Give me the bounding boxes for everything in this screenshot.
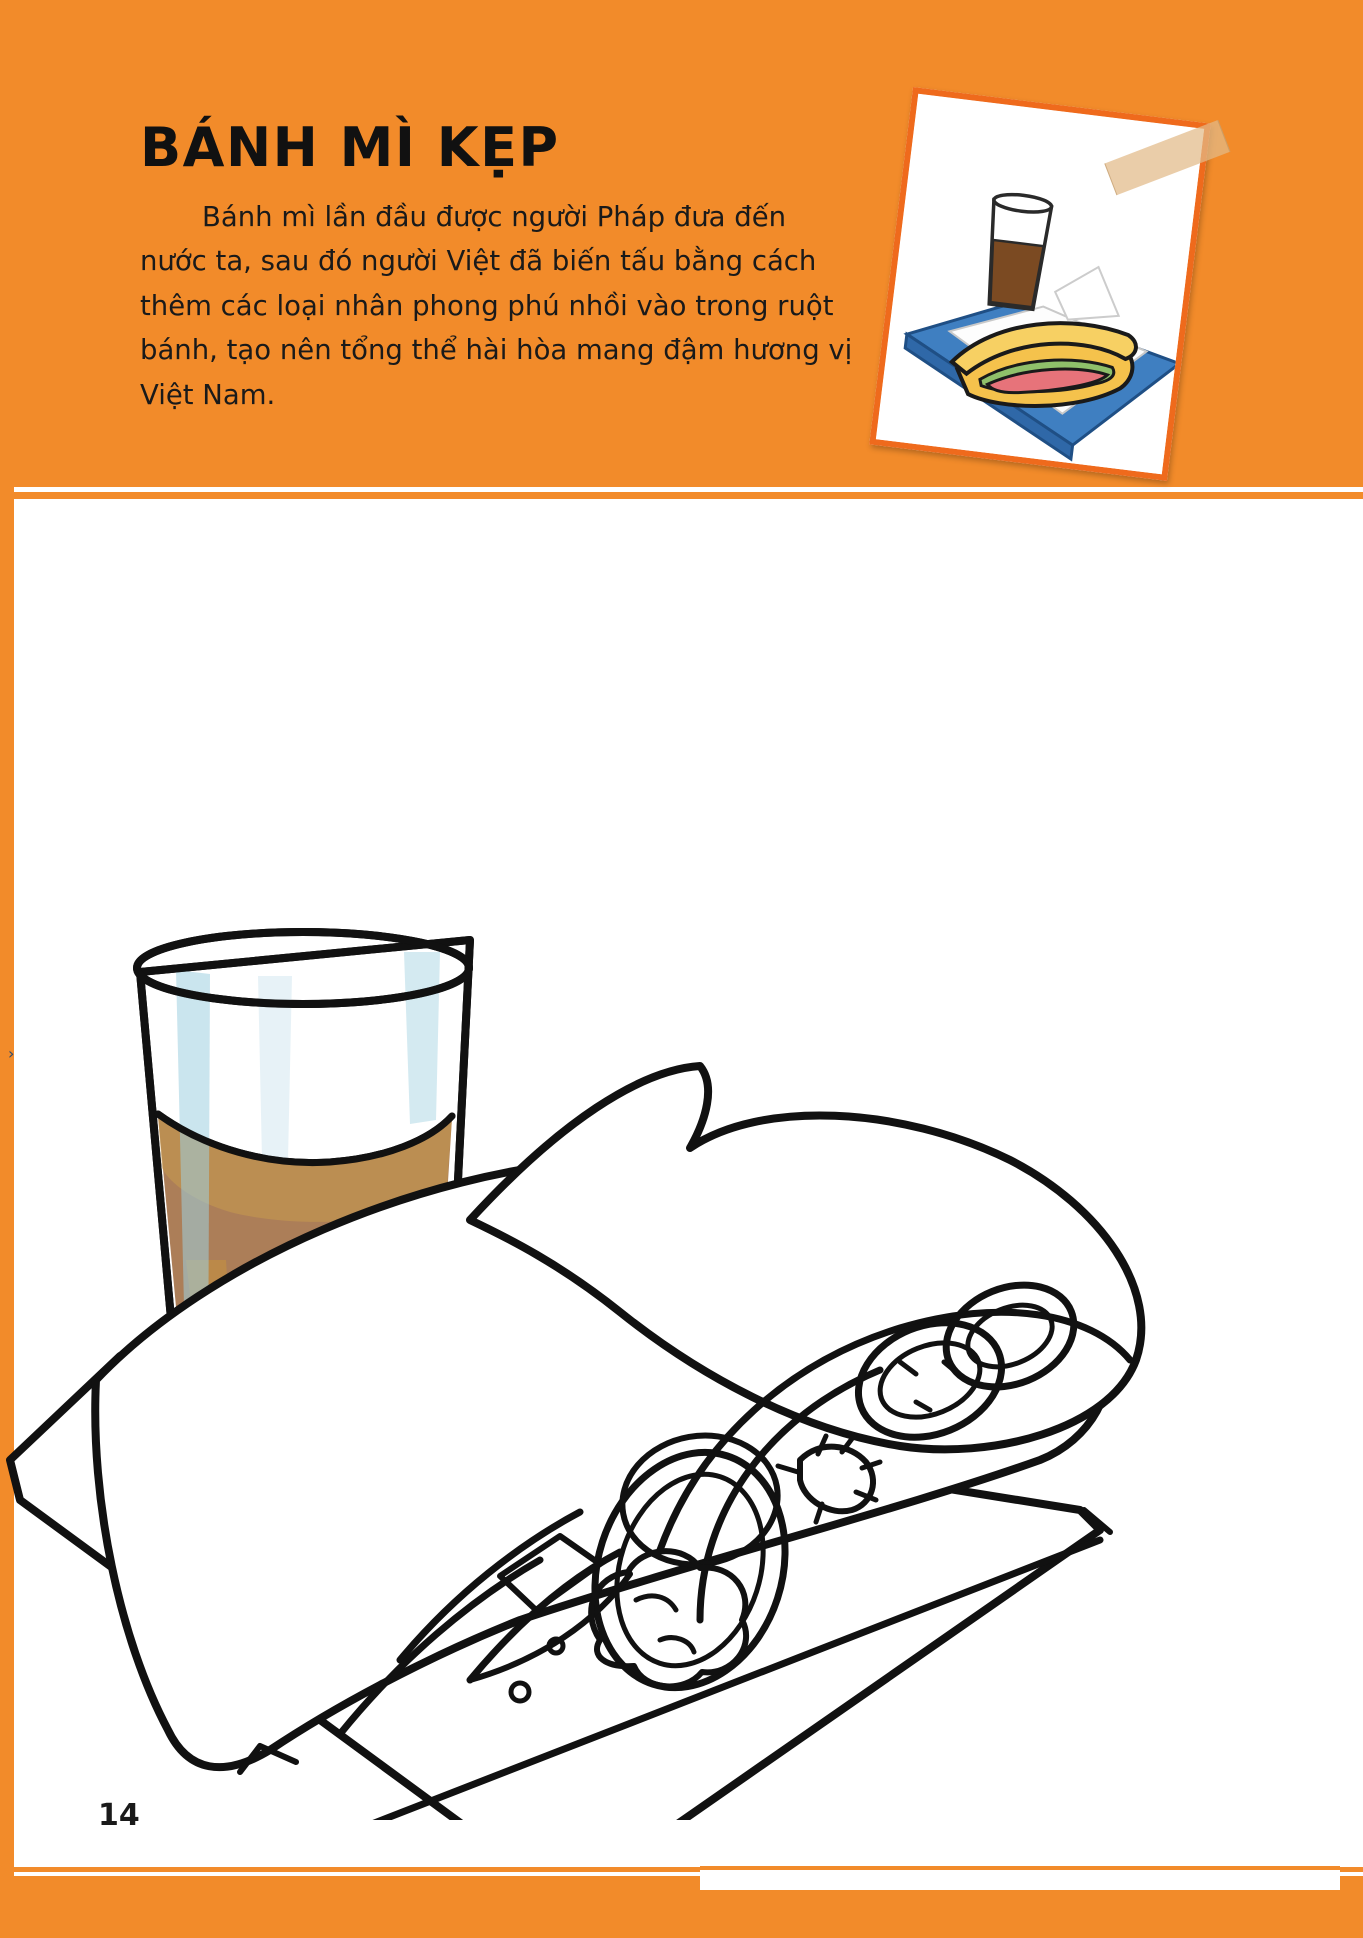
intro-paragraph: Bánh mì lần đầu được người Pháp đưa đến nước ta, sau đó người Việt đã biến tấu bằng cách thêm các loại nhân phong phú nhồi vào trong ruột bánh, tạo nên tổng thể hài hòa mang đậm hương vị Việt Nam. (140, 200, 853, 411)
text-block (140, 116, 860, 417)
header-rule (0, 492, 1363, 499)
page-number: 14 (98, 1798, 140, 1833)
page-title: BÁNH MÌ KẸP (140, 116, 560, 179)
footer-notch (700, 1866, 1340, 1890)
stray-mark: › (8, 1044, 15, 1063)
reference-photo (869, 87, 1211, 481)
coloring-illustration (0, 500, 1363, 1820)
